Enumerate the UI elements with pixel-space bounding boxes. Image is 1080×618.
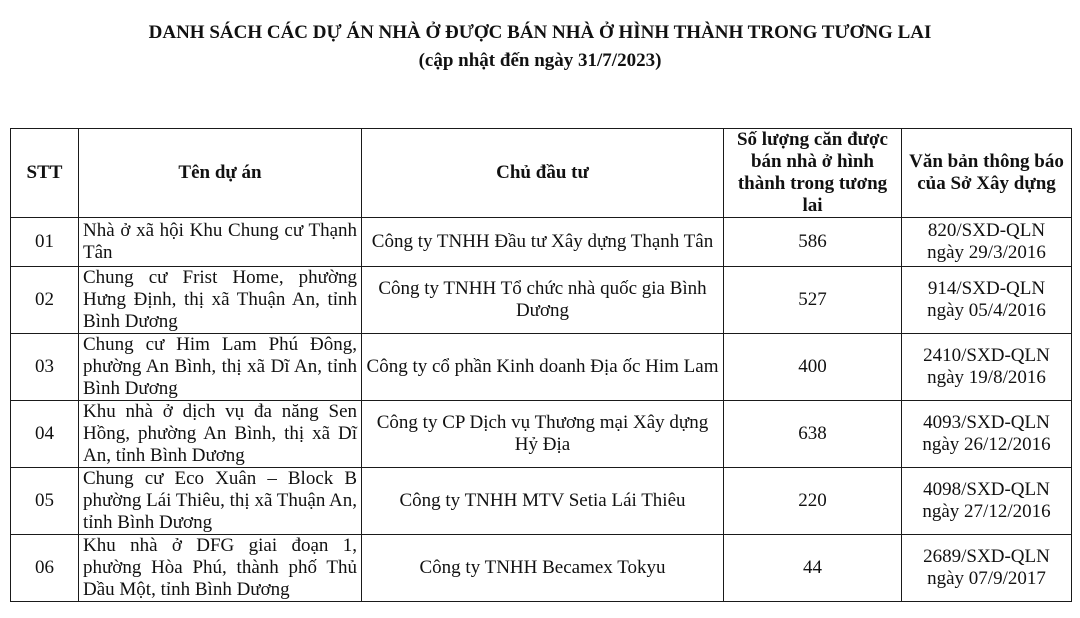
notice-number: 2410/SXD-QLN — [923, 345, 1050, 366]
cell-project-name: Khu nhà ở dịch vụ đa năng Sen Hồng, phường An Bình, thị xã Dĩ An, tỉnh Bình Dương — [79, 401, 362, 468]
cell-investor: Công ty TNHH MTV Setia Lái Thiêu — [362, 468, 724, 535]
cell-project-name: Nhà ở xã hội Khu Chung cư Thạnh Tân — [79, 218, 362, 267]
cell-unit-count: 220 — [724, 468, 902, 535]
cell-unit-count: 638 — [724, 401, 902, 468]
header-project-name: Tên dự án — [79, 129, 362, 218]
cell-notice-document — [902, 218, 1072, 267]
header-stt: STT — [11, 129, 79, 218]
table-row — [11, 401, 1072, 468]
cell-stt: 05 — [11, 468, 79, 535]
notice-number: 4093/SXD-QLN — [923, 412, 1050, 433]
table-row — [11, 334, 1072, 401]
table-header-row — [11, 129, 1072, 218]
notice-number: 4098/SXD-QLN — [923, 479, 1050, 500]
table-row — [11, 267, 1072, 334]
notice-number: 914/SXD-QLN — [927, 278, 1046, 299]
cell-stt: 02 — [11, 267, 79, 334]
notice-number: 820/SXD-QLN — [927, 220, 1046, 241]
cell-notice-document — [902, 401, 1072, 468]
cell-investor: Công ty TNHH Tổ chức nhà quốc gia Bình Dương — [362, 267, 724, 334]
cell-unit-count: 586 — [724, 218, 902, 267]
cell-notice-document — [902, 468, 1072, 535]
cell-stt: 01 — [11, 218, 79, 267]
header-unit-count: Số lượng căn được bán nhà ở hình thành trong tương lai — [724, 129, 902, 218]
table-row — [11, 218, 1072, 267]
document-subtitle: (cập nhật đến ngày 31/7/2023) — [418, 50, 662, 71]
header-investor: Chủ đầu tư — [362, 129, 724, 218]
cell-investor: Công ty TNHH Đầu tư Xây dựng Thạnh Tân — [362, 218, 724, 267]
cell-stt: 06 — [11, 535, 79, 602]
notice-date: ngày 05/4/2016 — [927, 300, 1046, 321]
cell-project-name: Chung cư Frist Home, phường Hưng Định, thị xã Thuận An, tỉnh Bình Dương — [79, 267, 362, 334]
header-notice-document: Văn bản thông báo của Sở Xây dựng — [902, 129, 1072, 218]
notice-date: ngày 29/3/2016 — [927, 242, 1046, 263]
cell-stt: 03 — [11, 334, 79, 401]
notice-date: ngày 26/12/2016 — [922, 434, 1051, 455]
notice-number: 2689/SXD-QLN — [923, 546, 1050, 567]
cell-investor: Công ty cổ phần Kinh doanh Địa ốc Him Lam — [362, 334, 724, 401]
cell-project-name: Chung cư Eco Xuân – Block B phường Lái Thiêu, thị xã Thuận An, tỉnh Bình Dương — [79, 468, 362, 535]
cell-notice-document — [902, 267, 1072, 334]
cell-project-name: Chung cư Him Lam Phú Đông, phường An Bình, thị xã Dĩ An, tỉnh Bình Dương — [79, 334, 362, 401]
cell-investor: Công ty CP Dịch vụ Thương mại Xây dựng Hỷ Địa — [362, 401, 724, 468]
cell-investor: Công ty TNHH Becamex Tokyu — [362, 535, 724, 602]
table-row — [11, 468, 1072, 535]
notice-date: ngày 27/12/2016 — [922, 501, 1051, 522]
cell-notice-document — [902, 535, 1072, 602]
table-row — [11, 535, 1072, 602]
document-title: DANH SÁCH CÁC DỰ ÁN NHÀ Ở ĐƯỢC BÁN NHÀ Ở HÌNH THÀNH TRONG TƯƠNG LAI — [148, 22, 932, 43]
cell-stt: 04 — [11, 401, 79, 468]
notice-date: ngày 19/8/2016 — [927, 367, 1046, 388]
cell-unit-count: 44 — [724, 535, 902, 602]
notice-date: ngày 07/9/2017 — [927, 568, 1046, 589]
cell-notice-document — [902, 334, 1072, 401]
cell-unit-count: 527 — [724, 267, 902, 334]
projects-table — [10, 128, 1072, 602]
cell-unit-count: 400 — [724, 334, 902, 401]
cell-project-name: Khu nhà ở DFG giai đoạn 1, phường Hòa Phú, thành phố Thủ Dầu Một, tỉnh Bình Dương — [79, 535, 362, 602]
